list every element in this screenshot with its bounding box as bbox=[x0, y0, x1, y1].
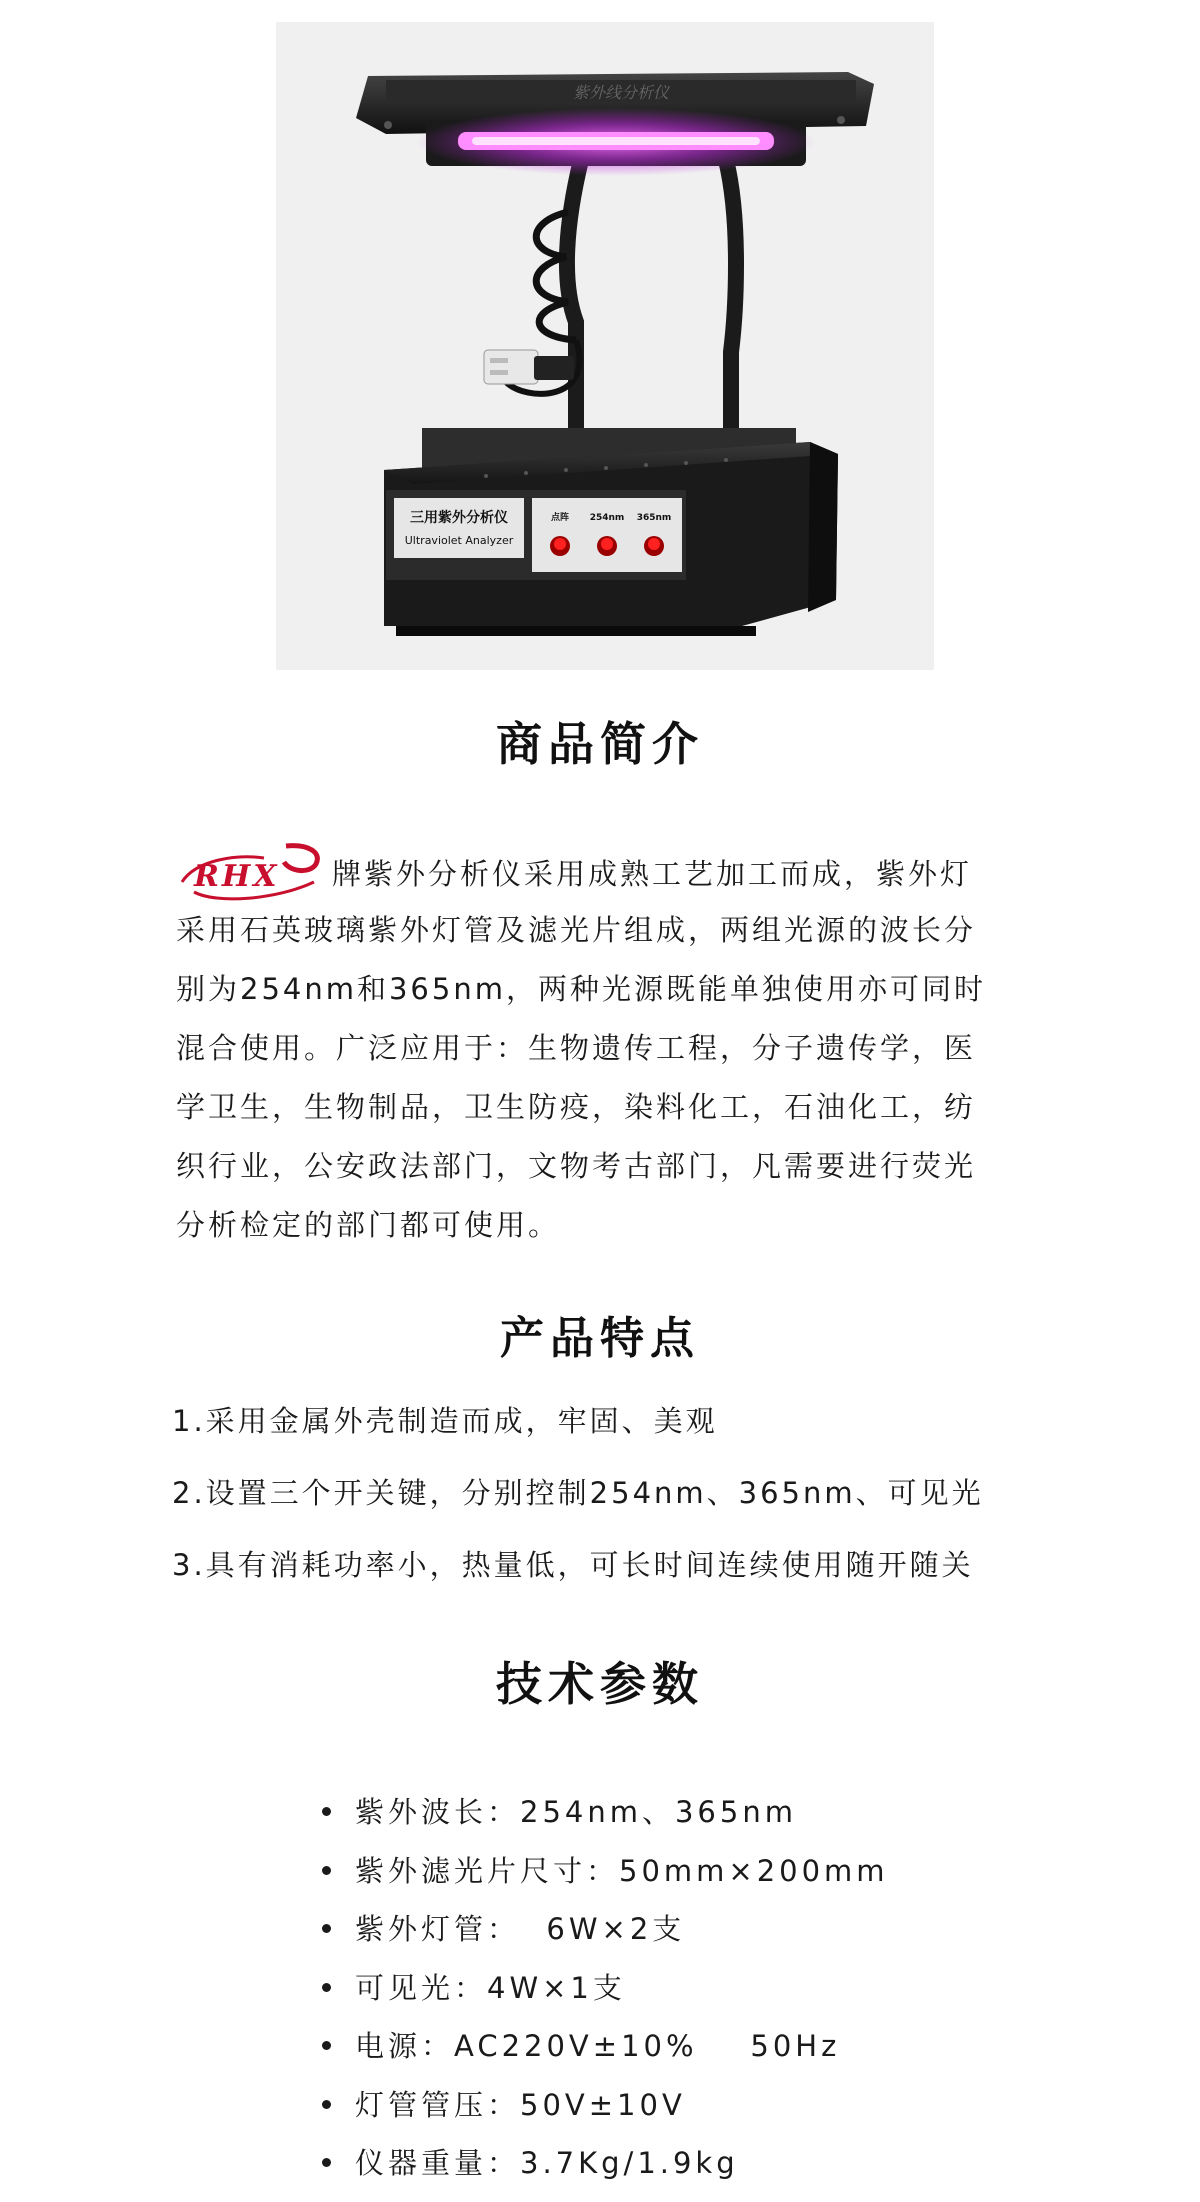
spec-text: 紫外滤光片尺寸：50mm×200mm bbox=[355, 1853, 889, 1888]
bullet-icon bbox=[322, 1866, 331, 1875]
device-panel-title: 三用紫外分析仪 bbox=[410, 510, 508, 526]
feature-item: 2.设置三个开关键，分别控制254nm、365nm、可见光 bbox=[172, 1476, 984, 1510]
intro-line: 学卫生，生物制品，卫生防疫，染料化工，石油化工，纺 bbox=[176, 1090, 977, 1124]
spec-item bbox=[322, 2141, 1082, 2200]
brand-logo-text: RHX bbox=[194, 859, 280, 894]
features-list bbox=[172, 1398, 1072, 1614]
feature-item: 3.具有消耗功率小，热量低，可长时间连续使用随开随关 bbox=[172, 1548, 974, 1582]
bullet-icon bbox=[322, 2041, 331, 2050]
section-title-specs: 技术参数 bbox=[496, 1657, 704, 1711]
spec-text: 紫外灯管： 6W×2支 bbox=[355, 1912, 686, 1946]
bullet-icon bbox=[322, 1983, 331, 1992]
switch-label-3: 365nm bbox=[636, 513, 672, 523]
spec-text: 灯管管压：50V±10V bbox=[355, 2087, 686, 2122]
spec-item bbox=[322, 2083, 1082, 2142]
device-panel-subtitle: Ultraviolet Analyzer bbox=[404, 534, 514, 547]
intro-line: 织行业，公安政法部门，文物考古部门，凡需要进行荧光 bbox=[176, 1149, 977, 1183]
bullet-icon bbox=[322, 1807, 331, 1816]
intro-line: 别为254nm和365nm，两种光源既能单独使用亦可同时 bbox=[176, 972, 986, 1006]
spec-item bbox=[322, 1849, 1082, 1908]
spec-item bbox=[322, 1966, 1082, 2025]
bullet-icon bbox=[322, 2100, 331, 2109]
spec-item bbox=[322, 1790, 1082, 1849]
intro-line: 混合使用。广泛应用于：生物遗传工程，分子遗传学，医 bbox=[176, 1031, 977, 1065]
spec-item bbox=[322, 1907, 1082, 1966]
spec-item bbox=[322, 2024, 1082, 2083]
intro-line: 分析检定的部门都可使用。 bbox=[176, 1208, 561, 1242]
switch-label-2: 254nm bbox=[589, 513, 625, 523]
spec-text: 紫外波长：254nm、365nm bbox=[355, 1795, 797, 1829]
bullet-icon bbox=[322, 2158, 331, 2167]
switch-label-1: 点阵 bbox=[550, 513, 570, 523]
spec-text: 电源：AC220V±10% 50Hz bbox=[355, 2029, 841, 2063]
spec-text: 仪器重量：3.7Kg/1.9kg bbox=[355, 2146, 739, 2180]
intro-paragraph bbox=[176, 842, 1034, 1255]
intro-line bbox=[176, 842, 1034, 901]
section-title-intro: 商品简介 bbox=[496, 717, 704, 771]
lamp-header-text: 紫外线分析仪 bbox=[572, 83, 670, 102]
feature-item: 1.采用金属外壳制造而成，牢固、美观 bbox=[172, 1404, 718, 1438]
bullet-icon bbox=[322, 1924, 331, 1933]
brand-logo bbox=[176, 842, 324, 906]
intro-text: 牌紫外分析仪采用成熟工艺加工而成，紫外灯 bbox=[332, 857, 973, 891]
specs-list bbox=[322, 1790, 1082, 2200]
section-title-features: 产品特点 bbox=[500, 1313, 700, 1364]
spec-text: 可见光：4W×1支 bbox=[355, 1970, 626, 2005]
product-photo bbox=[276, 22, 934, 670]
intro-line: 采用石英玻璃紫外灯管及滤光片组成，两组光源的波长分 bbox=[176, 913, 977, 947]
